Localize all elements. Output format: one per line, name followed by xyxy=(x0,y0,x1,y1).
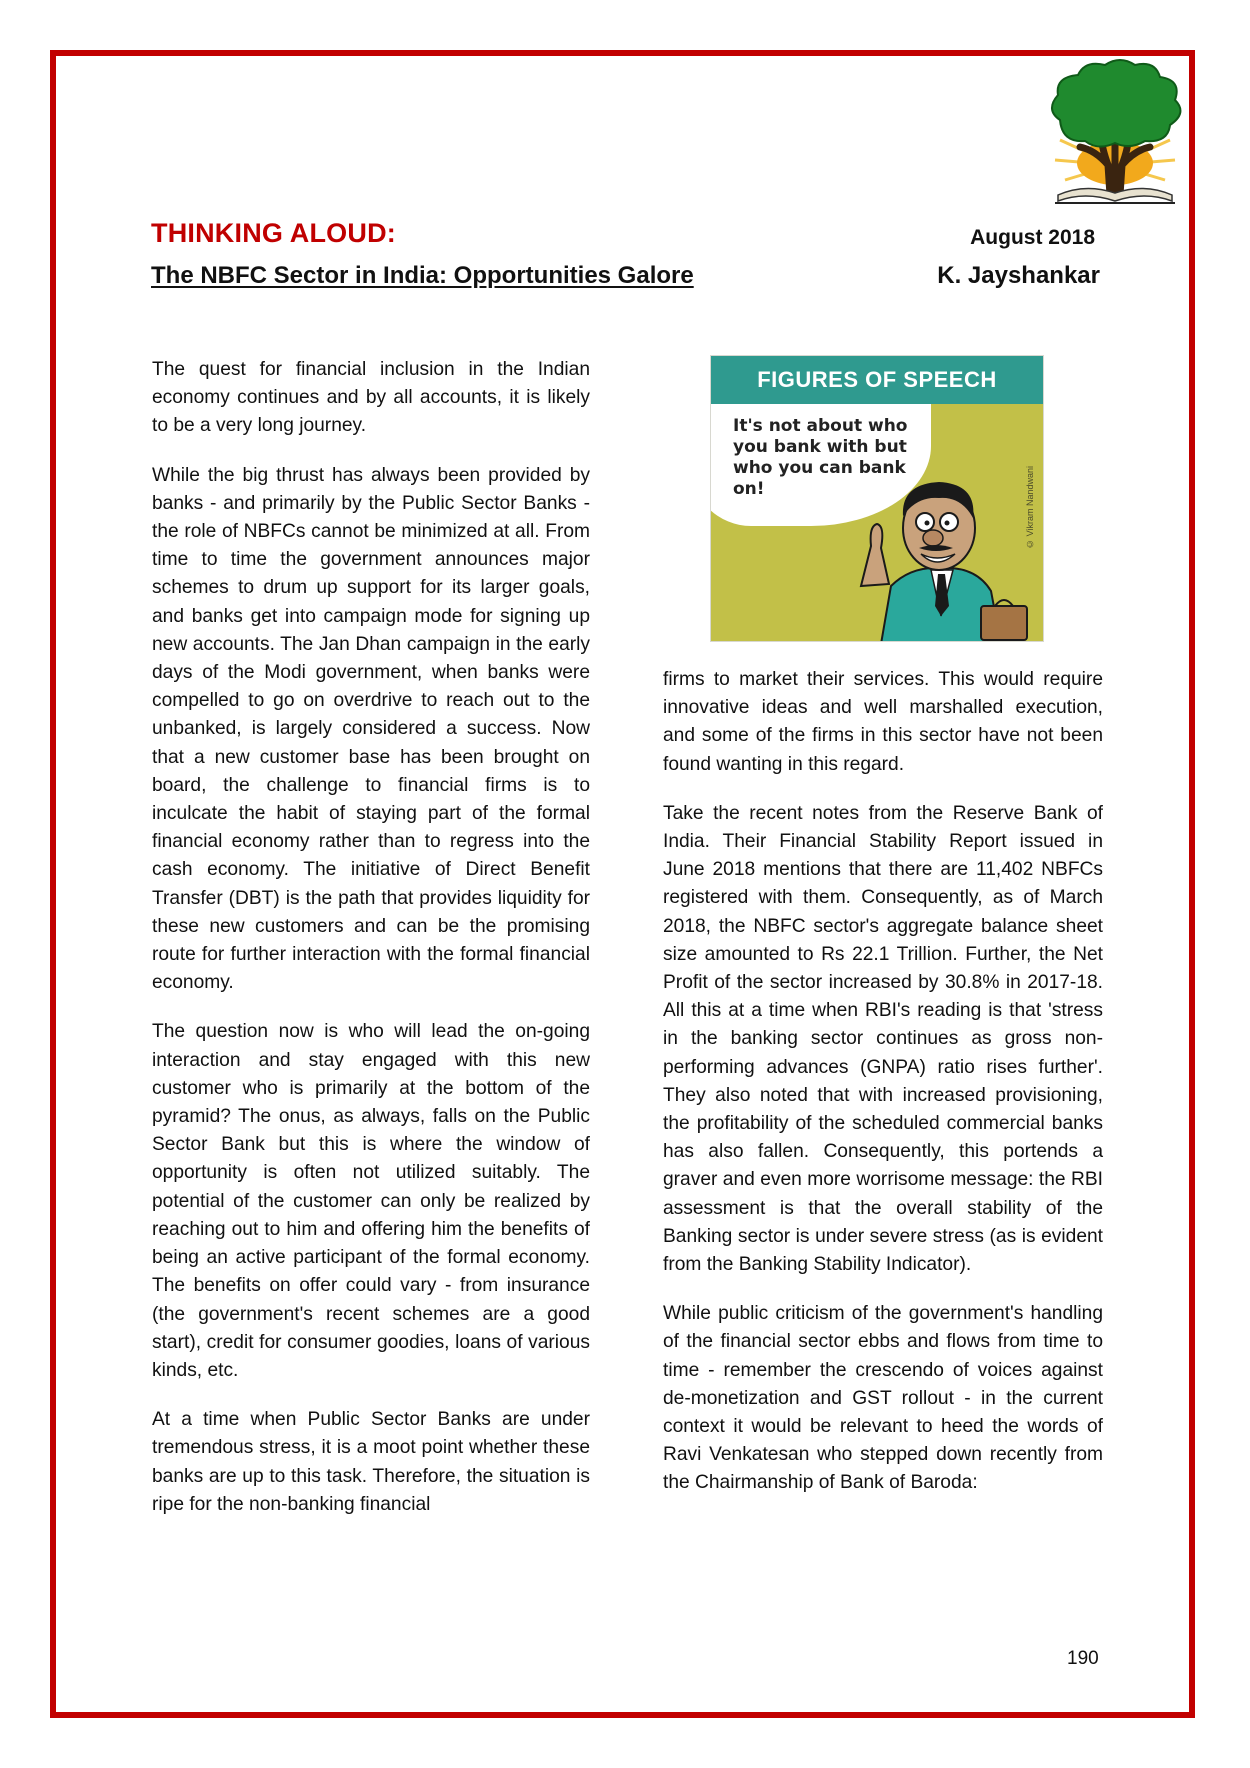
cartoon-header: FIGURES OF SPEECH xyxy=(711,356,1043,404)
tree-logo-icon xyxy=(1040,55,1190,207)
left-column xyxy=(152,356,590,1540)
paragraph: firms to market their services. This would require innovative ideas and well marshalled execution, and some of the firms in this sector have not been found wanting in this regard. xyxy=(663,669,1103,775)
author-name: K. Jayshankar xyxy=(937,262,1100,289)
businessman-illustration-icon xyxy=(841,466,1041,642)
paragraph: While public criticism of the government's handling of the financial sector ebbs and flows from time to time - remember the crescendo of voices against de-monetization and GST rollout - in the current context it would be relevant to heed the words of Ravi Venkatesan who stepped down recently from the Chairmanship of Bank of Baroda: xyxy=(663,1303,1103,1494)
paragraph: At a time when Public Sector Banks are under tremendous stress, it is a moot point whether these banks are up to this task. Therefore, the situation is ripe for the non-banking financial xyxy=(152,1409,590,1515)
section-kicker: THINKING ALOUD: xyxy=(151,218,396,248)
page-number: 190 xyxy=(1067,1648,1099,1669)
paragraph: While the big thrust has always been provided by banks - and primarily by the Public Sector Banks - the role of NBFCs cannot be minimized at all. From time to time the government announces major schemes to drum up support for its larger goals, and banks get into campaign mode for signing up new accounts. The Jan Dhan campaign in the early days of the Modi government, when banks were compelled to go on overdrive to reach out to the unbanked, is largely considered a success. Now that a new customer base has been brought on board, the challenge to financial firms is to inculcate the habit of staying part of the formal financial economy rather than to regress into the cash economy. The initiative of Direct Benefit Transfer (DBT) is the path that provides liquidity for these new customers and can be the promising route for further interaction with the formal financial economy. xyxy=(152,464,590,994)
paragraph: The question now is who will lead the on-going interaction and stay engaged with this new customer who is primarily at the bottom of the pyramid? The onus, as always, falls on the Public Sector Bank but this is where the window of opportunity is often not utilized suitably. The potential of the customer can only be realized by reaching out to him and offering him the benefits of being an active participant of the formal economy. The benefits on offer could vary - from insurance (the government's recent schemes are a good start), credit for consumer goodies, loans of various kinds, etc. xyxy=(152,1021,590,1381)
paragraph: The quest for financial inclusion in the Indian economy continues and by all accounts, it is likely to be a very long journey. xyxy=(152,359,590,437)
paragraph: Take the recent notes from the Reserve Bank of India. Their Financial Stability Report issued in June 2018 mentions that there are 11,402 NBFCs registered with them. Consequently, as of March 2018, the NBFC sector's aggregate balance sheet size amounted to Rs 22.1 Trillion. Further, the Net Profit of the sector increased by 30.8% in 2017-18. All this at a time when RBI's reading is that 'stress in the banking sector continues as gross non-performing advances (GNPA) ratio rises further'. They also noted that with increased provisioning, the profitability of the scheduled commercial banks has also fallen. Consequently, this portends a graver and even more worrisome message: the RBI assessment is that the overall stability of the Banking sector is under severe stress (as is evident from the Banking Stability Indicator). xyxy=(663,802,1103,1276)
article-title: The NBFC Sector in India: Opportunities Galore xyxy=(151,262,694,289)
speech-bubble-text: It's not about who you bank with but who you can bank on! xyxy=(733,416,908,499)
cartoon-figures-of-speech xyxy=(710,355,1044,642)
issue-date: August 2018 xyxy=(970,226,1095,249)
right-column xyxy=(663,666,1103,1519)
cartoon-credit: © Vikram Nandwani xyxy=(1025,466,1035,549)
